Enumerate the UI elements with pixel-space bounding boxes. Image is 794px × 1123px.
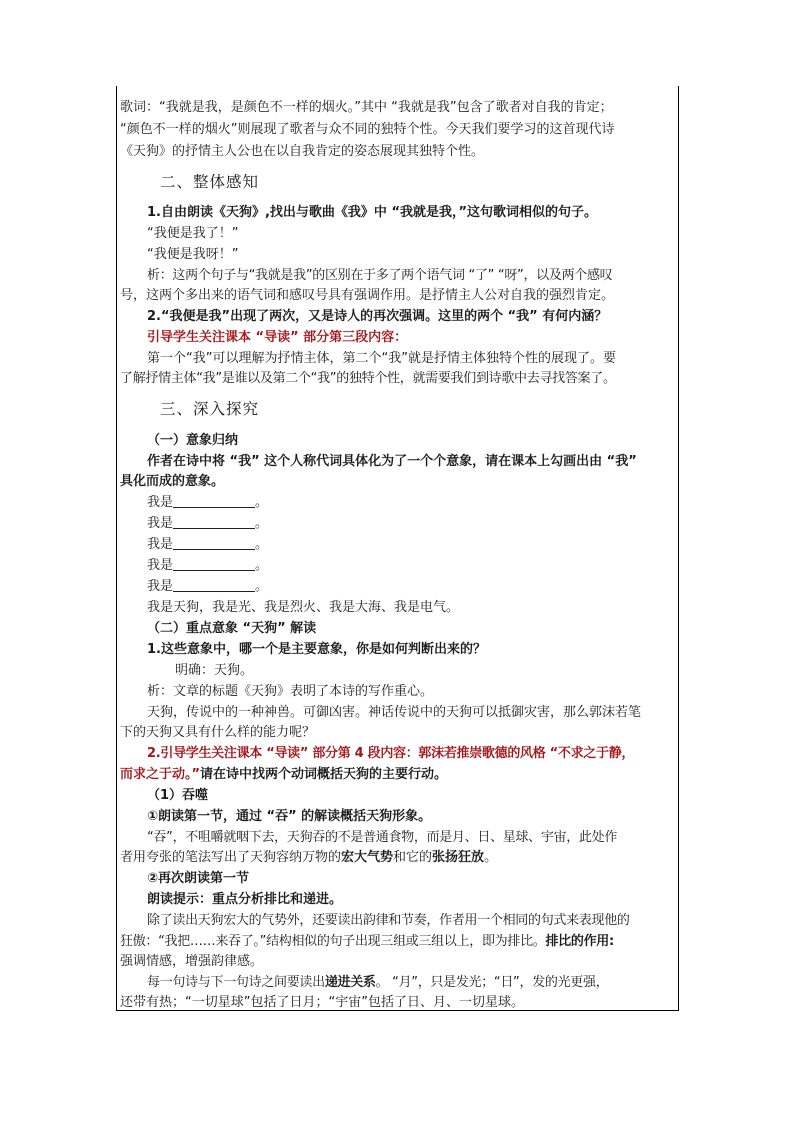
analysis-line: “吞”，不咀嚼就咽下去，天狗吞的不是普通食物，而是月、日、星球、宇宙，此处作 <box>147 830 618 845</box>
analysis-line: 了解抒情主体“我”是谁以及第二个“我”的独特个性，就需要我们到诗歌中去寻找答案了。 <box>120 371 616 386</box>
blank-field[interactable] <box>173 557 255 571</box>
analysis-line: 除了读出天狗宏大的气势外，还要读出韵律和节奏，作者用一个相同的句式来表现他的 <box>147 913 630 928</box>
guide-note: 2.引导学生关注课本 “导读” 部分第 4 段内容：郭沫若推崇歌德的风格 “不求之于静， <box>147 746 635 761</box>
analysis-line: 者用夸张的笔法写出了天狗容纳万物的宏大气势和它的张扬狂放。 <box>120 850 498 865</box>
analysis-line: 析：这两个句子与“我就是我”的区别在于多了两个语气词 “了” “呀”，以及两个感叹 <box>147 268 613 283</box>
question-2: 2.“我便是我”出现了两次，又是诗人的再次强调。这里的两个 “我” 有何内涵？ <box>147 309 608 324</box>
question-1: 1.自由朗读《天狗》,找出与歌曲《我》中 “我就是我，”这句歌词相似的句子。 <box>147 205 598 220</box>
blank-field[interactable] <box>173 494 255 508</box>
step-line: ①朗读第一节，通过 “吞” 的解读概括天狗形象。 <box>147 809 432 824</box>
section-heading-2: 二、整体感知 <box>160 173 260 191</box>
reading-tip: 朗读提示：重点分析排比和递进。 <box>147 892 343 907</box>
task-line: 具化而成的意象。 <box>120 474 225 489</box>
question-3: 1.这些意象中，哪一个是主要意象，你是如何判断出来的？ <box>147 642 486 657</box>
task-line: 而求之于动。”请在诗中找两个动词概括天狗的主要行动。 <box>120 767 448 782</box>
analysis-line: 还带有热；“一切星球”包括了日月；“宇宙”包括了日、月、一切星球。 <box>120 995 524 1010</box>
subsection-heading: （一）意象归纳 <box>147 433 239 448</box>
text-line: 《天狗》的抒情主人公也在以自我肯定的姿态展现其独特个性。 <box>120 144 485 159</box>
fill-blank-line: 我是 。 <box>147 495 269 510</box>
analysis-line: 第一个“我”可以理解为抒情主体，第二个“我”就是抒情主体独特个性的展现了。要 <box>147 351 616 366</box>
blank-field[interactable] <box>173 578 255 592</box>
analysis-line: 强调情感，增强韵律感。 <box>120 954 264 969</box>
task-line: 作者在诗中将 “我” 这个人称代词具体化为了一个个意象，请在课本上勾画出由 “我” <box>147 454 637 469</box>
answer-line: 我是天狗，我是光、我是烈火、我是大海、我是电气。 <box>147 600 460 615</box>
analysis-line: 每一句诗与下一句诗之间要读出递进关系。 “月”，只是发光；“日”，发的光更强， <box>147 975 609 990</box>
analysis-line: 狂傲：“我把……来吞了。”结构相似的句子出现三组或三组以上，即为排比。排比的作用: <box>120 934 614 949</box>
section-heading-3: 三、深入探究 <box>160 400 260 418</box>
step-line: ②再次朗读第一节 <box>147 871 250 886</box>
fill-blank-line: 我是 。 <box>147 558 269 573</box>
quote-line: “我便是我呀！” <box>147 247 239 262</box>
blank-field[interactable] <box>173 515 255 529</box>
subsection-heading: （二）重点意象 “天狗” 解读 <box>147 621 317 636</box>
subpoint-heading: （1）吞噬 <box>147 788 209 803</box>
guide-note: 引导学生关注课本 “导读” 部分第三段内容： <box>147 330 408 345</box>
analysis-line: 析：文章的标题《天狗》表明了本诗的写作重心。 <box>147 684 434 699</box>
text-line: 歌词：“我就是我，是颜色不一样的烟火。”其中 “我就是我”包含了歌者对自我的肯定； <box>120 100 613 115</box>
text-line: “颜色不一样的烟火”则展现了歌者与众不同的独特个性。今天我们要学习的这首现代诗 <box>120 122 615 137</box>
quote-line: “我便是我了！” <box>147 226 239 241</box>
clarify-line: 明确：天狗。 <box>175 663 254 678</box>
fill-blank-line: 我是 。 <box>147 579 269 594</box>
analysis-line: 天狗，传说中的一种神兽。可御凶害。神话传说中的天狗可以抵御灾害，那么郭沫若笔 <box>147 705 642 720</box>
blank-field[interactable] <box>173 536 255 550</box>
analysis-line: 号，这两个多出来的语气词和感叹号具有强调作用。是抒情主人公对自我的强烈肯定。 <box>120 288 615 303</box>
fill-blank-line: 我是 。 <box>147 516 269 531</box>
analysis-line: 下的天狗又具有什么样的能力呢？ <box>120 725 316 740</box>
fill-blank-line: 我是 。 <box>147 537 269 552</box>
